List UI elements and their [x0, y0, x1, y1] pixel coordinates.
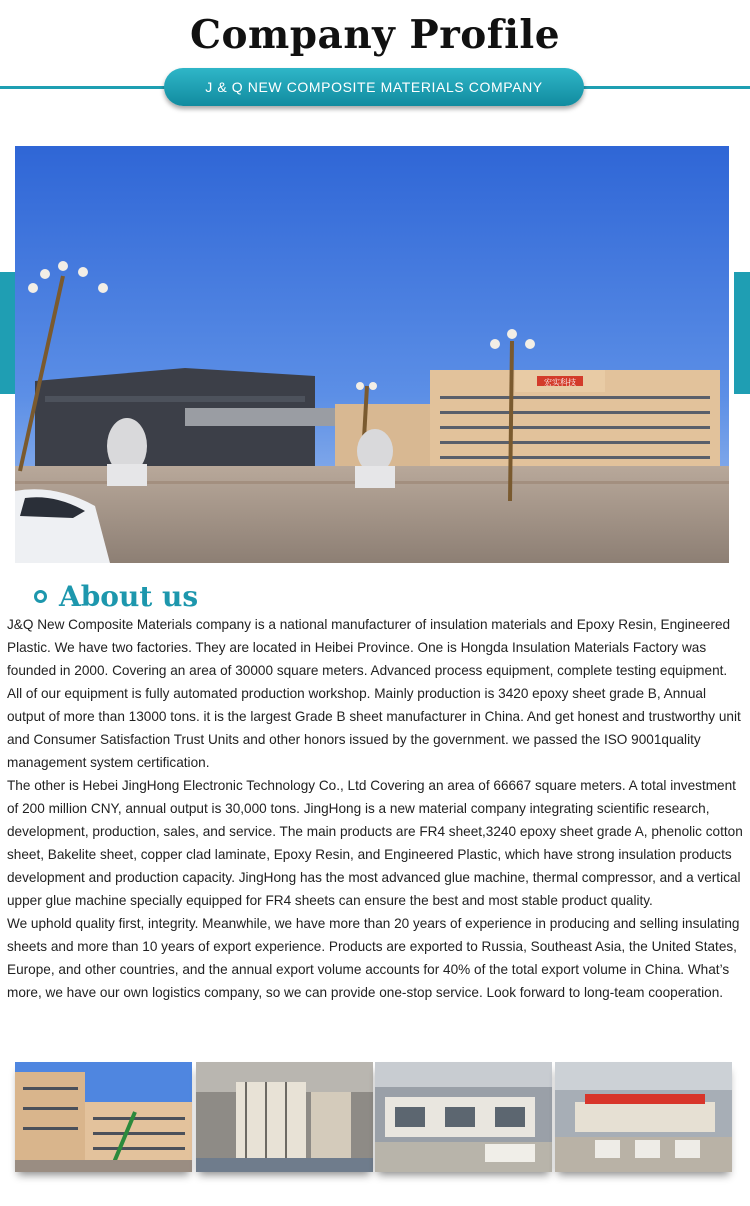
photo-gallery: [15, 1062, 733, 1182]
building-sign: 宏实科技: [544, 378, 576, 387]
about-heading: About us: [59, 579, 199, 613]
glue-machine-workshop-photo: [196, 1062, 373, 1172]
production-line-photo: [375, 1062, 552, 1172]
company-name-text: J & Q NEW COMPOSITE MATERIALS COMPANY: [205, 79, 543, 95]
left-side-tab: [0, 272, 16, 394]
right-side-tab: [734, 272, 750, 394]
page-title: Company Profile: [189, 12, 561, 58]
about-body: [7, 613, 745, 1004]
about-section-header: [34, 576, 198, 616]
office-building-photo: [15, 1062, 192, 1172]
about-paragraph: We uphold quality first, integrity. Meanwhile, we have more than 20 years of experience in producing and selling insulating sheets and more than 10 years of export experience. Products are exported to Russia, Southeast Asia, the United States, Europe, and other countries, and the annual export volume accounts for 40% of the total export volume in China. What’s more, we have our own logistics company, so we can provide one-stop service. Look forward to long-team cooperation.: [7, 916, 740, 1000]
bullet-circle-icon: [34, 590, 47, 603]
factory-exterior-photo: [15, 146, 729, 563]
factory-floor-photo: [555, 1062, 732, 1172]
company-name-banner: [164, 68, 584, 106]
about-paragraph: J&Q New Composite Materials company is a national manufacturer of insulation materials and Epoxy Resin, Engineered Plastic. We have two factories. They are located in Heibei Province. One is Hongda Insulation Materials Factory was founded in 2000. Covering an area of 30000 square meters. Advanced process equipment, complete testing equipment. All of our equipment is fully automated production workshop. Mainly production is 3420 epoxy sheet grade B, Annual output of more than 13000 tons. it is the largest Grade B sheet manufacturer in China. And get honest and trustworthy unit and Consumer Satisfaction Trust Units and other honors issued by the government. we passed the ISO 9001quality management system certification.: [7, 617, 741, 770]
about-paragraph: The other is Hebei JingHong Electronic Technology Co., Ltd Covering an area of 66667 square meters. A total investment of 200 million CNY, annual output is 30,000 tons. JingHong is a new material company integrating scientific research, development, production, sales, and service. The main products are FR4 sheet,3240 epoxy sheet grade A, phenolic cotton sheet, Bakelite sheet, copper clad laminate, Epoxy Resin, and Engineered Plastic, which have strong insulation products development and production capacity. JingHong has the most advanced glue machine, thermal compressor, and a vertical upper glue machine specially equipped for FR4 sheets can ensure the best and most stable product quality.: [7, 778, 743, 908]
